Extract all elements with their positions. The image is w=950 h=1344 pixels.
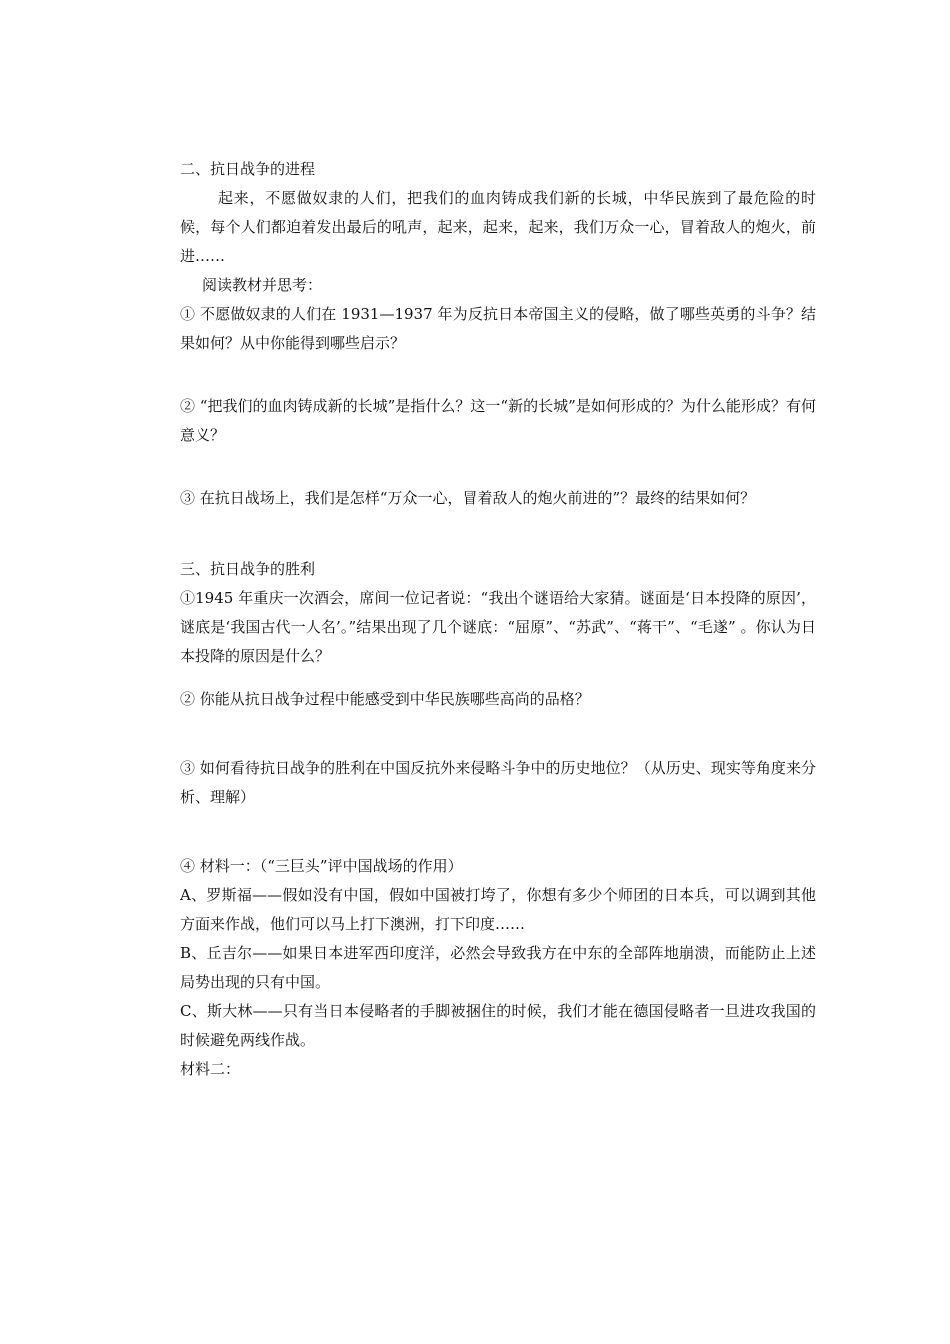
song-lyrics-paragraph: 起来，不愿做奴隶的人们，把我们的血肉铸成我们新的长城，中华民族到了最危险的时候，每个人们都迫着发出最后的吼声，起来，起来，起来，我们万众一心，冒着敌人的炮火，前进…… bbox=[180, 189, 816, 265]
question-2-2: ② “把我们的血肉铸成新的长城”是指什么？这一“新的长城”是如何形成的？为什么能形成？有何意义？ bbox=[180, 397, 816, 444]
material-b-churchill: B、丘吉尔——如果日本进军西印度洋，必然会导致我方在中东的全部阵地崩溃，而能防止上述局势出现的只有中国。 bbox=[180, 944, 816, 991]
material-two-label: 材料二： bbox=[180, 1060, 241, 1078]
material-c-stalin: C、斯大林——只有当日本侵略者的手脚被捆住的时候，我们才能在德国侵略者一旦进攻我国的时候避免两线作战。 bbox=[180, 1002, 816, 1049]
question-3-3: ③ 如何看待抗日战争的胜利在中国反抗外来侵略斗争中的历史地位？（从历史、现实等角度来分析、理解） bbox=[180, 759, 816, 806]
section-heading-victory: 三、抗日战争的胜利 bbox=[180, 560, 316, 578]
question-3-1: ①1945 年重庆一次酒会，席间一位记者说：“我出个谜语给大家猜。谜面是‘日本投降的原因’，谜底是‘我国古代一人名’。”结果出现了几个谜底：“屈原”、“苏武”、“蒋干”、“毛遂” 。你认为日本投降的原因是什么？ bbox=[180, 589, 816, 665]
reading-prompt: 阅读教材并思考： bbox=[202, 276, 323, 294]
section-heading-progress: 二、抗日战争的进程 bbox=[180, 160, 316, 178]
material-a-roosevelt: A、罗斯福——假如没有中国，假如中国被打垮了，你想有多少个师团的日本兵，可以调到其他方面来作战，他们可以马上打下澳洲，打下印度…… bbox=[180, 886, 816, 933]
document-page bbox=[180, 155, 816, 1084]
question-2-3: ③ 在抗日战场上，我们是怎样“万众一心，冒着敌人的炮火前进的”？最终的结果如何？ bbox=[180, 489, 756, 507]
question-3-2: ② 你能从抗日战争过程中能感受到中华民族哪些高尚的品格？ bbox=[180, 690, 590, 708]
question-3-4-title: ④ 材料一：（“三巨头”评中国战场的作用） bbox=[180, 857, 463, 875]
question-2-1: ① 不愿做奴隶的人们在 1931—1937 年为反抗日本帝国主义的侵略，做了哪些英勇的斗争？结果如何？从中你能得到哪些启示？ bbox=[180, 305, 816, 352]
